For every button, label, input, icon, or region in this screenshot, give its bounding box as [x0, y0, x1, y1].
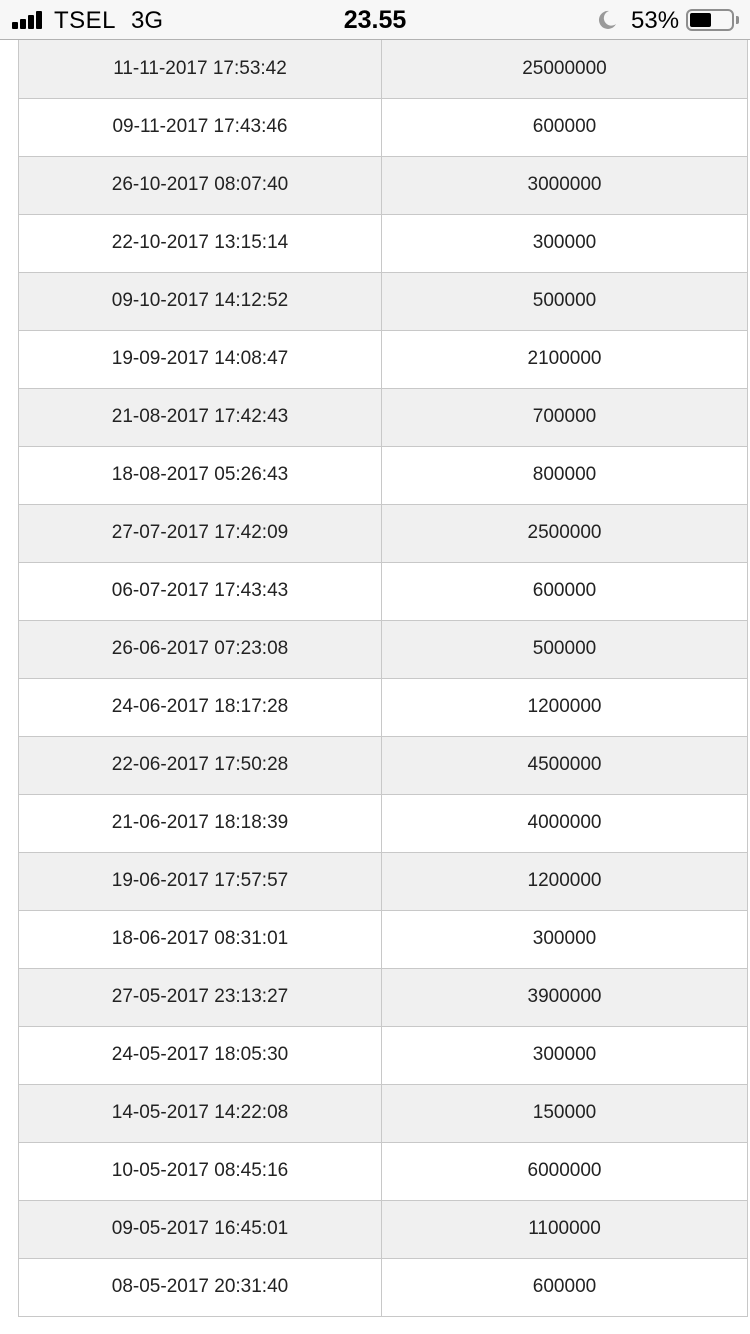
- moon-icon: [596, 9, 618, 31]
- transactions-table: [18, 40, 748, 1317]
- transactions-table-body: [19, 40, 748, 1316]
- carrier-name: TSEL: [54, 7, 117, 34]
- transaction-date-cell: 21-08-2017 17:42:43: [19, 388, 382, 446]
- transaction-date-cell: 27-07-2017 17:42:09: [19, 504, 382, 562]
- table-row: [19, 562, 748, 620]
- table-row: [19, 1200, 748, 1258]
- table-row: [19, 620, 748, 678]
- battery-percent: 53%: [631, 7, 680, 34]
- transaction-date-cell: 06-07-2017 17:43:43: [19, 562, 382, 620]
- table-row: [19, 736, 748, 794]
- transaction-amount-cell: 6000000: [382, 1142, 748, 1200]
- transaction-date-cell: 09-10-2017 14:12:52: [19, 272, 382, 330]
- table-row: [19, 272, 748, 330]
- transaction-date-cell: 27-05-2017 23:13:27: [19, 968, 382, 1026]
- transaction-date-cell: 09-05-2017 16:45:01: [19, 1200, 382, 1258]
- table-row: [19, 504, 748, 562]
- transaction-amount-cell: 1200000: [382, 852, 748, 910]
- table-row: [19, 678, 748, 736]
- transaction-date-cell: 18-08-2017 05:26:43: [19, 446, 382, 504]
- transaction-date-cell: 24-05-2017 18:05:30: [19, 1026, 382, 1084]
- transaction-amount-cell: 1200000: [382, 678, 748, 736]
- transaction-amount-cell: 700000: [382, 388, 748, 446]
- transaction-amount-cell: 4000000: [382, 794, 748, 852]
- transactions-table-container[interactable]: [18, 40, 750, 1334]
- transaction-date-cell: 22-06-2017 17:50:28: [19, 736, 382, 794]
- table-row: [19, 214, 748, 272]
- status-time: 23.55: [343, 6, 407, 34]
- transaction-date-cell: 11-11-2017 17:53:42: [19, 40, 382, 98]
- table-row: [19, 40, 748, 98]
- battery-level-fill: [690, 13, 711, 27]
- table-row: [19, 968, 748, 1026]
- transaction-date-cell: 10-05-2017 08:45:16: [19, 1142, 382, 1200]
- transaction-date-cell: 19-09-2017 14:08:47: [19, 330, 382, 388]
- transaction-amount-cell: 300000: [382, 214, 748, 272]
- table-row: [19, 852, 748, 910]
- battery-icon: [686, 9, 740, 33]
- table-row: [19, 446, 748, 504]
- table-row: [19, 330, 748, 388]
- table-row: [19, 98, 748, 156]
- transaction-amount-cell: 600000: [382, 1258, 748, 1316]
- transaction-amount-cell: 500000: [382, 620, 748, 678]
- transaction-amount-cell: 3900000: [382, 968, 748, 1026]
- transaction-date-cell: 14-05-2017 14:22:08: [19, 1084, 382, 1142]
- transaction-date-cell: 24-06-2017 18:17:28: [19, 678, 382, 736]
- table-row: [19, 1258, 748, 1316]
- transaction-amount-cell: 500000: [382, 272, 748, 330]
- transaction-amount-cell: 1100000: [382, 1200, 748, 1258]
- network-type: 3G: [131, 7, 164, 34]
- transaction-amount-cell: 150000: [382, 1084, 748, 1142]
- transaction-date-cell: 19-06-2017 17:57:57: [19, 852, 382, 910]
- transaction-date-cell: 26-06-2017 07:23:08: [19, 620, 382, 678]
- table-row: [19, 794, 748, 852]
- transaction-date-cell: 26-10-2017 08:07:40: [19, 156, 382, 214]
- transaction-date-cell: 21-06-2017 18:18:39: [19, 794, 382, 852]
- transaction-amount-cell: 3000000: [382, 156, 748, 214]
- transaction-amount-cell: 2500000: [382, 504, 748, 562]
- transaction-amount-cell: 600000: [382, 98, 748, 156]
- table-row: [19, 388, 748, 446]
- table-row: [19, 1142, 748, 1200]
- transaction-date-cell: 18-06-2017 08:31:01: [19, 910, 382, 968]
- transaction-amount-cell: 2100000: [382, 330, 748, 388]
- table-row: [19, 910, 748, 968]
- transaction-amount-cell: 300000: [382, 1026, 748, 1084]
- transaction-amount-cell: 600000: [382, 562, 748, 620]
- table-row: [19, 1084, 748, 1142]
- transaction-amount-cell: 800000: [382, 446, 748, 504]
- status-bar: [0, 0, 750, 40]
- table-row: [19, 156, 748, 214]
- transaction-date-cell: 22-10-2017 13:15:14: [19, 214, 382, 272]
- transaction-amount-cell: 4500000: [382, 736, 748, 794]
- transaction-date-cell: 09-11-2017 17:43:46: [19, 98, 382, 156]
- transaction-date-cell: 08-05-2017 20:31:40: [19, 1258, 382, 1316]
- transaction-amount-cell: 25000000: [382, 40, 748, 98]
- table-row: [19, 1026, 748, 1084]
- transaction-amount-cell: 300000: [382, 910, 748, 968]
